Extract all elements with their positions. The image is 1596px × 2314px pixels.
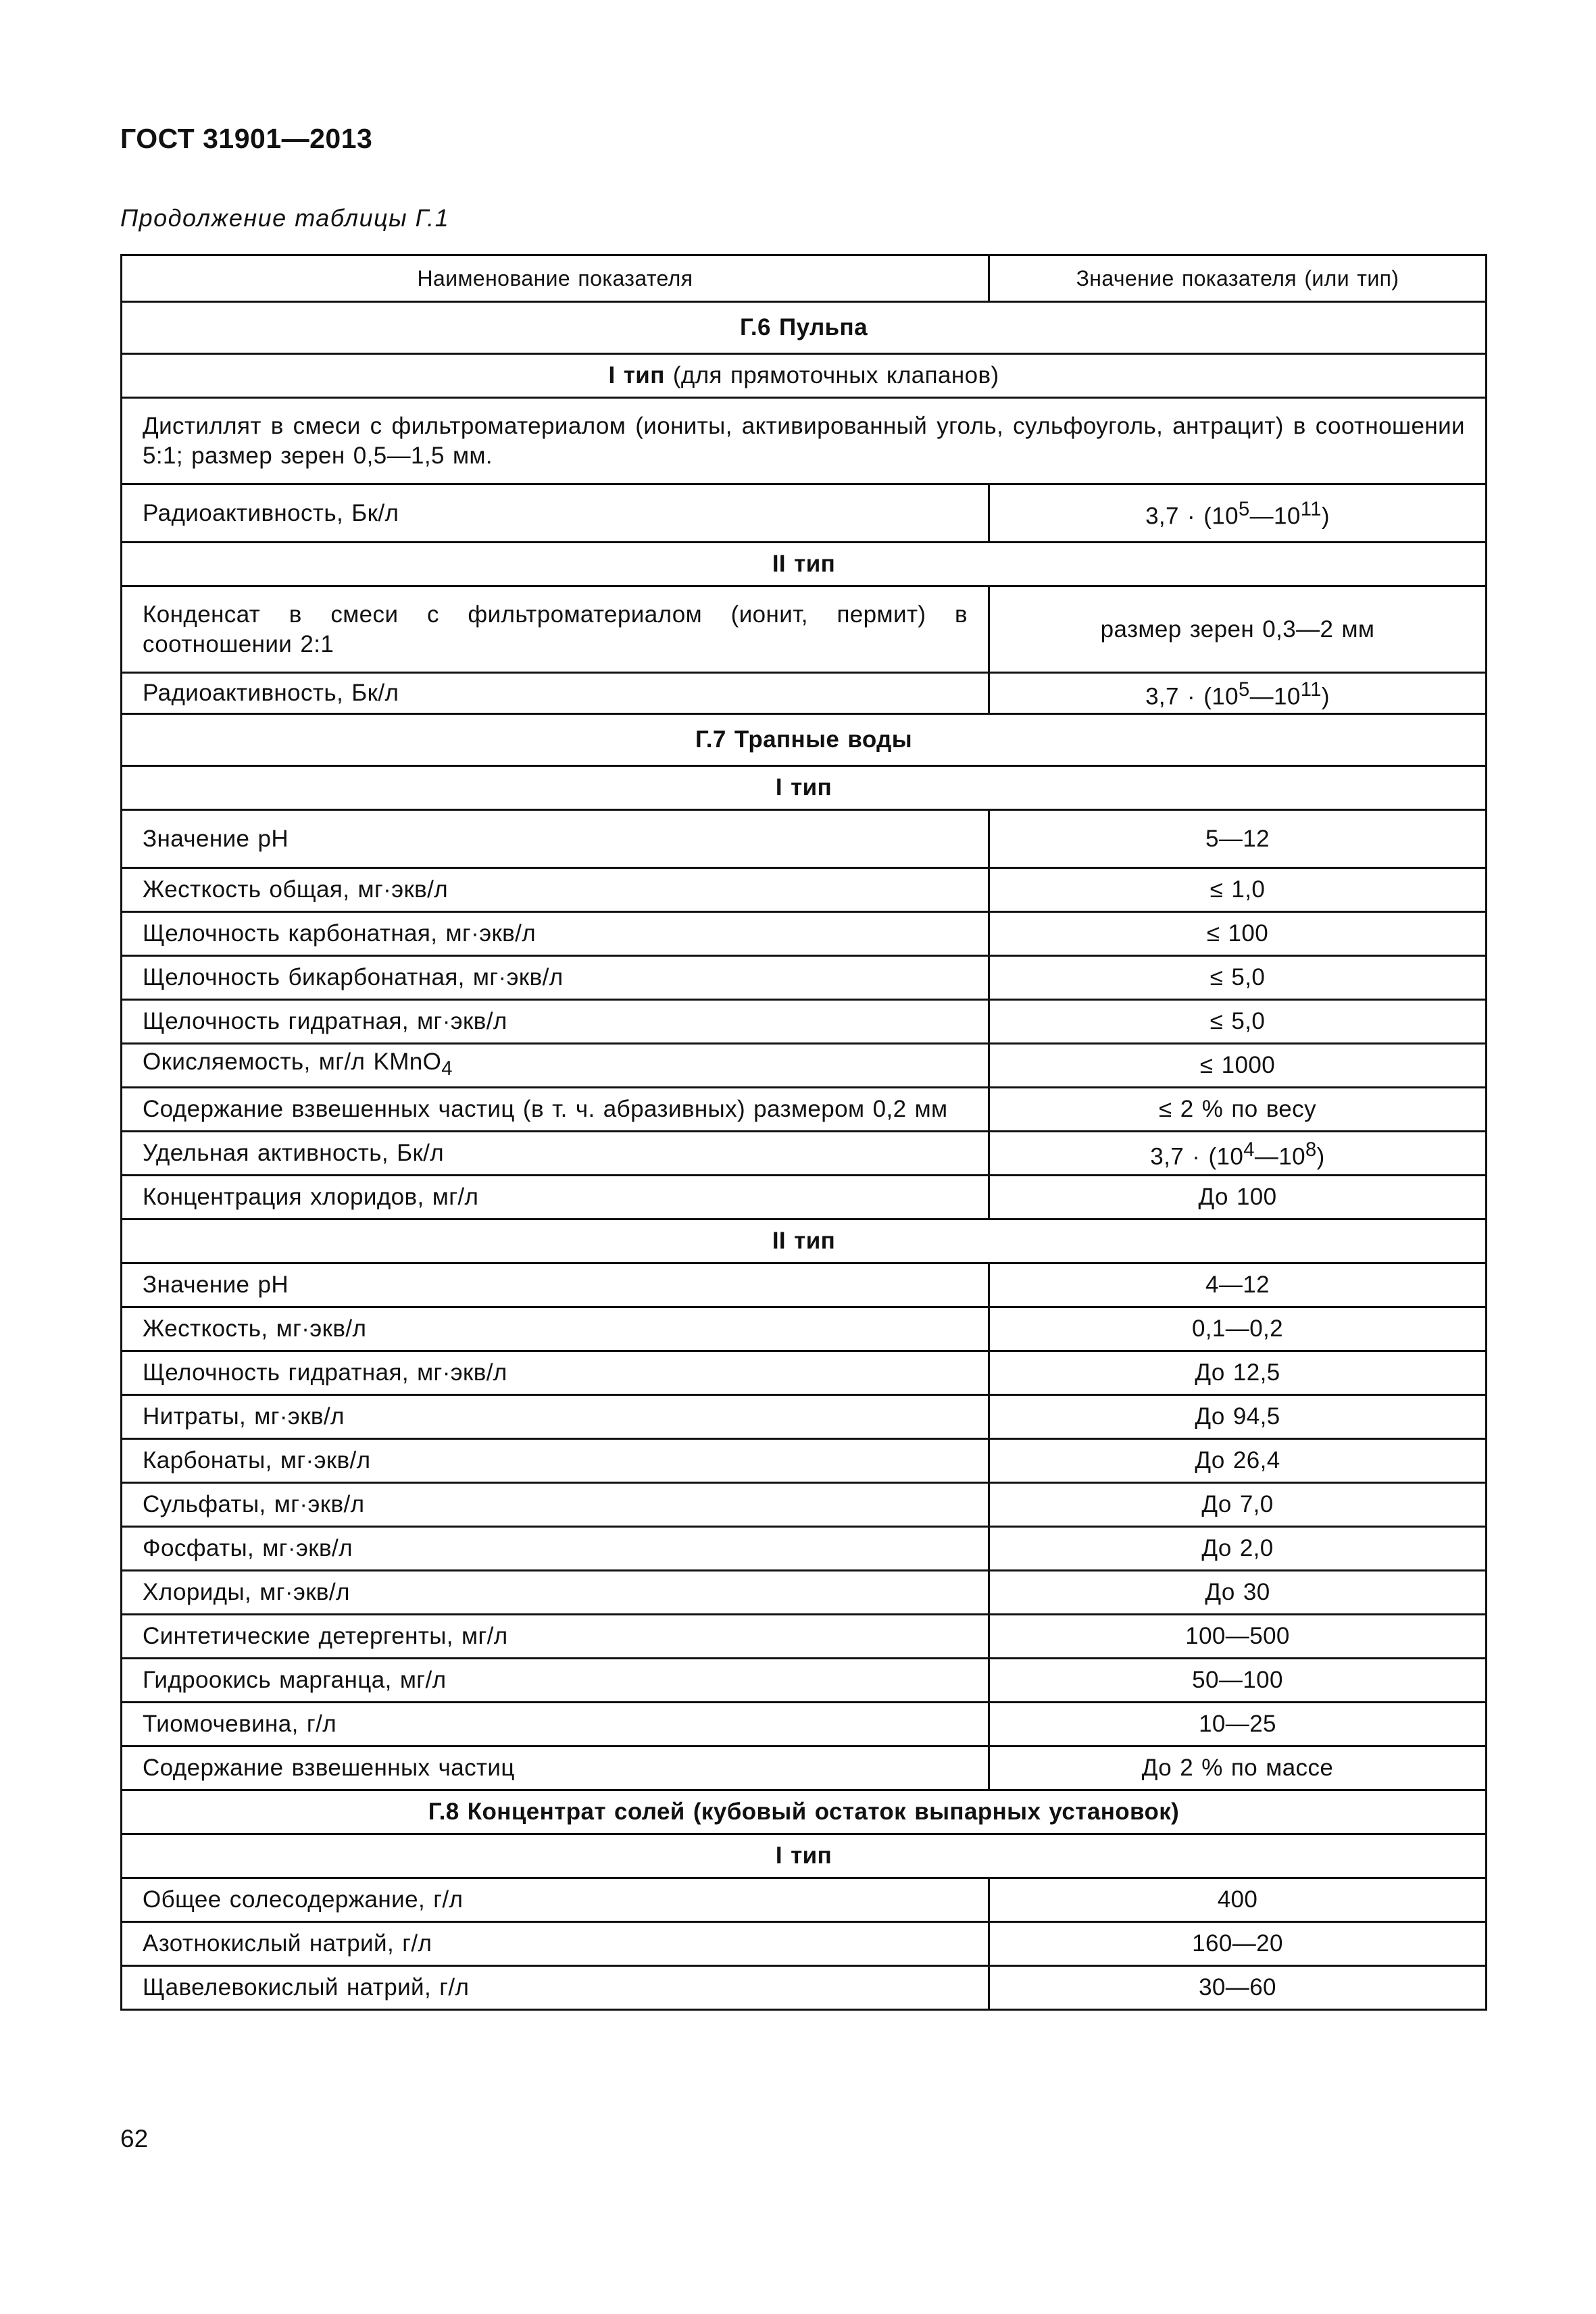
- indicator-name: Концентрация хлоридов, мг/л: [122, 1176, 989, 1219]
- type-row-g7-2: [122, 1219, 1487, 1263]
- indicator-name: Щелочность бикарбонатная, мг·экв/л: [122, 956, 989, 1000]
- indicator-name: Щелочность карбонатная, мг·экв/л: [122, 912, 989, 956]
- indicator-value: 400: [989, 1878, 1487, 1922]
- table-row: [122, 1615, 1487, 1659]
- type-label: [122, 354, 1487, 398]
- indicator-value: ≤ 5,0: [989, 1000, 1487, 1044]
- indicator-name: Щелочность гидратная, мг·экв/л: [122, 1351, 989, 1395]
- indicator-value: ≤ 2 % по весу: [989, 1088, 1487, 1132]
- type-label: II тип: [122, 543, 1487, 586]
- value-tail: ): [1321, 503, 1330, 530]
- value-exponent: 11: [1300, 678, 1322, 701]
- table-row: [122, 1659, 1487, 1703]
- indicator-name: Значение pH: [122, 810, 989, 868]
- mixture-description: Дистиллят в смеси с фильтроматериалом (иониты, активированный уголь, сульфоуголь, антрацит) в соотношении 5:1; размер зерен 0,5—1,5 мм.: [122, 398, 1487, 484]
- indicator-name: Значение pH: [122, 1263, 989, 1307]
- page-number: 62: [120, 2125, 149, 2153]
- table-row: [122, 1395, 1487, 1439]
- indicator-name: Содержание взвешенных частиц: [122, 1746, 989, 1790]
- indicator-value: До 100: [989, 1176, 1487, 1219]
- table-row: [122, 1000, 1487, 1044]
- value-dash: —10: [1249, 503, 1301, 530]
- table-row: [122, 956, 1487, 1000]
- table-row: [122, 1044, 1487, 1088]
- value-tail: ): [1321, 683, 1330, 710]
- type-label: I тип: [122, 1834, 1487, 1878]
- value-base: 3,7 · (10: [1145, 503, 1239, 530]
- value-tail: ): [1316, 1143, 1325, 1170]
- name-subscript: 4: [441, 1058, 453, 1080]
- table-row: [122, 1922, 1487, 1966]
- indicator-value: До 26,4: [989, 1439, 1487, 1483]
- indicator-name: Тиомочевина, г/л: [122, 1703, 989, 1746]
- indicator-name: Содержание взвешенных частиц (в т. ч. абразивных) размером 0,2 мм: [122, 1088, 989, 1132]
- table-row: [122, 1263, 1487, 1307]
- indicator-name: Щелочность гидратная, мг·экв/л: [122, 1000, 989, 1044]
- indicator-value: До 12,5: [989, 1351, 1487, 1395]
- indicator-value: ≤ 1000: [989, 1044, 1487, 1088]
- type-note: (для прямоточных клапанов): [672, 362, 999, 388]
- table-row: [122, 810, 1487, 868]
- indicator-value: ≤ 5,0: [989, 956, 1487, 1000]
- indicator-value: 30—60: [989, 1966, 1487, 2010]
- table-continuation-caption: Продолжение таблицы Г.1: [120, 204, 450, 232]
- section-title: Г.8 Концентрат солей (кубовый остаток выпарных установок): [122, 1790, 1487, 1834]
- table-row: [122, 1966, 1487, 2010]
- value-exponent: 8: [1305, 1138, 1317, 1161]
- description-row: [122, 398, 1487, 484]
- value-dash: —10: [1254, 1143, 1306, 1170]
- value-exponent: 11: [1300, 499, 1322, 521]
- value-base: 3,7 · (10: [1145, 683, 1239, 710]
- indicator-name: Радиоактивность, Бк/л: [122, 673, 989, 714]
- section-title: Г.6 Пульпа: [122, 302, 1487, 354]
- value-exponent: 4: [1243, 1138, 1255, 1161]
- indicator-name: Сульфаты, мг·экв/л: [122, 1483, 989, 1527]
- table-row: [122, 1439, 1487, 1483]
- indicator-name: Радиоактивность, Бк/л: [122, 484, 989, 543]
- indicator-name: Жесткость общая, мг·экв/л: [122, 868, 989, 912]
- section-row-g6: [122, 302, 1487, 354]
- indicator-value: размер зерен 0,3—2 мм: [989, 586, 1487, 673]
- indicator-value: [989, 1132, 1487, 1176]
- table-row: [122, 1307, 1487, 1351]
- table-row: [122, 1878, 1487, 1922]
- indicator-name: Синтетические детергенты, мг/л: [122, 1615, 989, 1659]
- table-row: [122, 1088, 1487, 1132]
- indicator-name: Нитраты, мг·экв/л: [122, 1395, 989, 1439]
- type-label: II тип: [122, 1219, 1487, 1263]
- table-row: [122, 1746, 1487, 1790]
- name-base: Окисляемость, мг/л KMnO: [143, 1049, 442, 1075]
- table-row: [122, 912, 1487, 956]
- indicator-name: Гидроокись марганца, мг/л: [122, 1659, 989, 1703]
- table-header-row: [122, 255, 1487, 302]
- indicator-name: [122, 1044, 989, 1088]
- indicator-name: Карбонаты, мг·экв/л: [122, 1439, 989, 1483]
- indicator-value: До 2,0: [989, 1527, 1487, 1571]
- type-label-text: I тип: [608, 362, 665, 388]
- indicator-name: Азотнокислый натрий, г/л: [122, 1922, 989, 1966]
- indicator-value: [989, 673, 1487, 714]
- indicator-value: 4—12: [989, 1263, 1487, 1307]
- type-row-g8-1: [122, 1834, 1487, 1878]
- indicator-value: ≤ 100: [989, 912, 1487, 956]
- section-title: Г.7 Трапные воды: [122, 714, 1487, 766]
- indicator-value: 5—12: [989, 810, 1487, 868]
- indicator-value: 10—25: [989, 1703, 1487, 1746]
- table-row: [122, 1571, 1487, 1615]
- table-row: [122, 586, 1487, 673]
- indicators-table: [120, 254, 1487, 2011]
- indicator-value: До 7,0: [989, 1483, 1487, 1527]
- value-base: 3,7 · (10: [1150, 1143, 1244, 1170]
- indicator-value: 160—20: [989, 1922, 1487, 1966]
- indicator-value: ≤ 1,0: [989, 868, 1487, 912]
- section-row-g8: [122, 1790, 1487, 1834]
- indicator-value: До 94,5: [989, 1395, 1487, 1439]
- indicator-name: Конденсат в смеси с фильтроматериалом (ионит, пермит) в соотношении 2:1: [122, 586, 989, 673]
- value-exponent: 5: [1239, 499, 1250, 521]
- indicator-value: [989, 484, 1487, 543]
- table-row: [122, 868, 1487, 912]
- table-row: [122, 1483, 1487, 1527]
- indicator-name: Удельная активность, Бк/л: [122, 1132, 989, 1176]
- value-exponent: 5: [1239, 678, 1250, 701]
- indicator-name: Щавелевокислый натрий, г/л: [122, 1966, 989, 2010]
- type-row-g6-1: [122, 354, 1487, 398]
- indicator-name: Жесткость, мг·экв/л: [122, 1307, 989, 1351]
- table-row: [122, 484, 1487, 543]
- type-label: I тип: [122, 766, 1487, 810]
- indicator-name: Общее солесодержание, г/л: [122, 1878, 989, 1922]
- value-dash: —10: [1249, 683, 1301, 710]
- indicator-name: Хлориды, мг·экв/л: [122, 1571, 989, 1615]
- table-row: [122, 1527, 1487, 1571]
- table-row: [122, 1351, 1487, 1395]
- column-header-name: Наименование показателя: [122, 255, 989, 302]
- indicator-value: 100—500: [989, 1615, 1487, 1659]
- section-row-g7: [122, 714, 1487, 766]
- type-row-g6-2: [122, 543, 1487, 586]
- indicator-value: До 30: [989, 1571, 1487, 1615]
- table-row: [122, 1176, 1487, 1219]
- table-row: [122, 1703, 1487, 1746]
- indicator-name: Фосфаты, мг·экв/л: [122, 1527, 989, 1571]
- table-row: [122, 673, 1487, 714]
- document-code: ГОСТ 31901—2013: [120, 123, 373, 154]
- type-row-g7-1: [122, 766, 1487, 810]
- indicator-value: До 2 % по массе: [989, 1746, 1487, 1790]
- column-header-value: Значение показателя (или тип): [989, 255, 1487, 302]
- indicator-value: 50—100: [989, 1659, 1487, 1703]
- indicator-value: 0,1—0,2: [989, 1307, 1487, 1351]
- table-row: [122, 1132, 1487, 1176]
